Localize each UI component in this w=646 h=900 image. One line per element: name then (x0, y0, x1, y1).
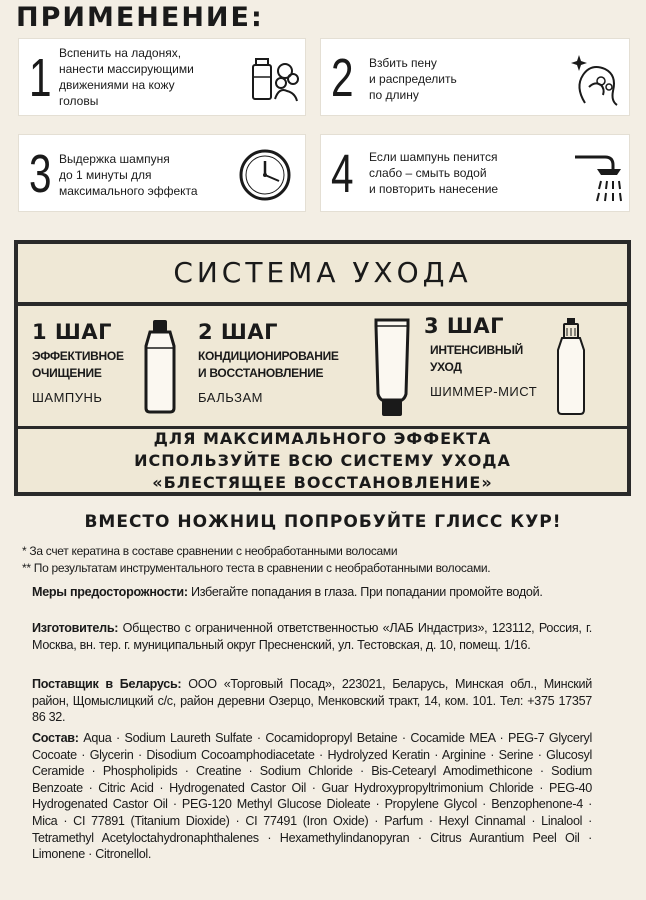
care-effect-line-3 (18, 472, 627, 494)
care-effect-line-2 (18, 450, 627, 472)
composition-label: Состав: (32, 731, 79, 745)
clock-icon (237, 147, 293, 203)
supplier-paragraph (32, 676, 592, 726)
composition-text: Aqua · Sodium Laureth Sulfate · Cocamidopropyl Betaine · Cocamide MEA · PEG-7 Glyceryl Cocoate · Glycerin · Disodium Cocoamphodiacetate · Hydrolyzed Keratin · Arginine · Serine · Glucosyl Ceramide · Phospholipids · Creatine · Sodium Chloride · Bis-Cetearyl Amodimethicone · Sodium Benzoate · Citric Acid · Hydrogenated Castor Oil · Guar Hydroxypropyltrimonium Chloride · PEG-40 Hydrogenated Castor Oil · PEG-120 Methyl Glucose Dioleate · Propylene Glycol · Benzophenone-4 · Mica · CI 77891 (Titanium Dioxide) · CI 77491 (Iron Oxide) · Parfum · Hexyl Cinnamal · Linalool · Tetramethyl Acetyloctahydronaphthalenes · Hexamethylindanopyran · Citrus Aurantium Peel Oil · Limonene · Citronellol. (32, 731, 592, 862)
application-step-3 (18, 134, 306, 212)
care-effect-line-1 (18, 428, 627, 450)
divider (18, 302, 627, 306)
application-step-2 (320, 38, 630, 116)
supplier-label: Поставщик в Беларусь: (32, 677, 182, 691)
step-number: 1 (29, 48, 52, 108)
promo-text: ВМЕСТО НОЖНИЦ ПОПРОБУЙТЕ ГЛИСС КУР! (84, 512, 562, 532)
care-step-1-desc: ЭФФЕКТИВНОЕ ОЧИЩЕНИЕ (32, 349, 124, 380)
care-step-2-desc: КОНДИЦИОНИРОВАНИЕ И ВОССТАНОВЛЕНИЕ (198, 349, 339, 380)
care-step-2-product: БАЛЬЗАМ (198, 390, 263, 405)
care-step-3-product: ШИММЕР-МИСТ (430, 384, 538, 399)
footnote-2: ** По результатам инструментального теста в сравнении с необработанными волосами. (22, 561, 491, 575)
care-step-3-title: 3 ШАГ (424, 314, 504, 338)
care-system-box (14, 240, 631, 496)
hair-sparkle-icon (565, 47, 625, 109)
precautions-paragraph (32, 584, 592, 601)
step-number: 3 (29, 144, 52, 204)
step-text: Если шампунь пенится слабо – смыть водой и повторить нанесение (369, 150, 499, 196)
application-heading: ПРИМЕНЕНИЕ: (16, 2, 264, 33)
shower-icon (565, 145, 625, 205)
care-step-1-product: ШАМПУНЬ (32, 390, 103, 405)
step-text: Выдержка шампуня до 1 минуты для максимального эффекта (59, 152, 198, 198)
supplier-text: ООО «Торговый Посад», 223021, Беларусь, Минская обл., Минский район, Щомыслицкий с/с, район деревни Озерцо, Менковский тракт, 14, ком. 101. Тел: +375 17357 86 32. (32, 677, 592, 725)
step-text: Взбить пену и распределить по длину (369, 56, 457, 102)
composition-paragraph (32, 730, 592, 863)
effect-text: ИСПОЛЬЗУЙТЕ ВСЮ СИСТЕМУ УХОДА (134, 451, 511, 470)
care-step-1-title: 1 ШАГ (32, 320, 112, 344)
application-step-1 (18, 38, 306, 116)
step-text: Вспенить на ладонях, нанести массирующими движениями на кожу головы (59, 46, 194, 108)
manufacturer-paragraph (32, 620, 592, 653)
care-step-2-title: 2 ШАГ (198, 320, 278, 344)
effect-text: «БЛЕСТЯЩЕЕ ВОССТАНОВЛЕНИЕ» (152, 473, 493, 492)
precautions-text: Избегайте попадания в глаза. При попадании промойте водой. (187, 585, 543, 599)
precautions-label: Меры предосторожности: (32, 585, 188, 599)
footnote-1: * За счет кератина в составе сравнении с необработанными волосами (22, 544, 398, 558)
manufacturer-label: Изготовитель: (32, 621, 119, 635)
hands-foam-icon (247, 51, 303, 107)
effect-text: ДЛЯ МАКСИМАЛЬНОГО ЭФФЕКТА (153, 429, 492, 448)
balm-tube-icon (372, 318, 412, 418)
care-system-title: СИСТЕМА УХОДА (173, 256, 472, 289)
application-step-4 (320, 134, 630, 212)
step-number: 4 (331, 144, 354, 204)
care-step-3-desc: ИНТЕНСИВНЫЙ УХОД (430, 343, 523, 374)
manufacturer-text: Общество с ограниченной ответственностью «ЛАБ Индастриз», 123112, Россия, г. Москва, вн. тер. г. муниципальный округ Пресненский, ул. Тестовская, д. 10, помещ. 1/16. (32, 621, 592, 652)
shampoo-bottle-icon (142, 318, 178, 414)
step-number: 2 (331, 48, 354, 108)
spray-bottle-icon (554, 316, 588, 416)
